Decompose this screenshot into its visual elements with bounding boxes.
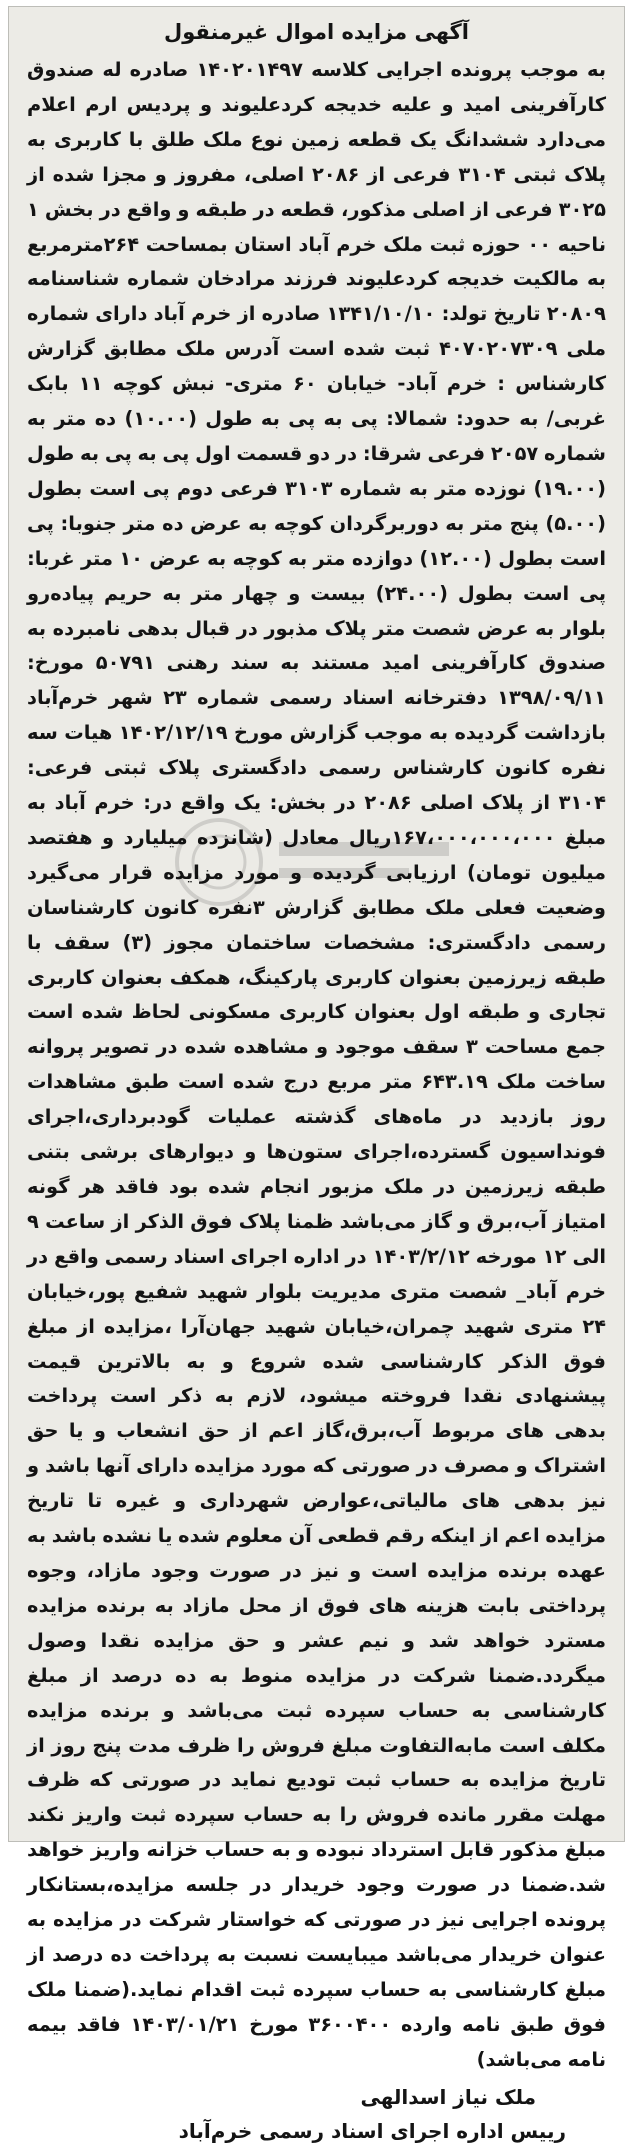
auction-notice xyxy=(9,7,624,2148)
signer-title: رییس اداره اجرای اسناد رسمی خرم‌آباد xyxy=(178,2118,566,2143)
signer-name: ملک نیاز اسدالهی xyxy=(360,2084,536,2109)
notice-title: آگهی مزایده اموال غیرمنقول xyxy=(164,20,469,44)
newspaper-clipping xyxy=(8,6,625,2143)
notice-body: به موجب پرونده اجرایی کلاسه ۱۴۰۲۰۱۴۹۷ صادره له صندوق کارآفرینی امید و علیه خدیجه کردعلیوند و پردیس ارم اعلام می‌دارد ششدانگ یک قطعه زمین نوع ملک طلق با کاربری به پلاک ثبتی ۳۱۰۴ فرعی از ۲۰۸۶ اصلی، مفروز و مجزا شده از ۳۰۲۵ فرعی از اصلی مذکور، قطعه در طبقه و واقع در بخش ۱ ناحیه ۰۰ حوزه ثبت ملک خرم آباد استان بمساحت ۲۶۴مترمربع به مالکیت خدیجه کردعلیوند فرزند مرادخان شماره شناسنامه ۲۰۸۰۹ تاریخ تولد: ۱۳۴۱/۱۰/۱۰ صادره از خرم آباد دارای شماره ملی ۴۰۷۰۲۰۷۳۰۹ ثبت شده است آدرس ملک مطابق گزارش کارشناس : خرم آباد- خیابان ۶۰ متری- نبش کوچه ۱۱ بابک غربی/ به حدود: شمالا: پی به پی به طول (۱۰.۰۰) ده متر به شماره ۲۰۵۷ فرعی شرقا: در دو قسمت اول پی به پی به طول (۱۹.۰۰) نوزده متر به شماره ۳۱۰۳ فرعی دوم پی است بطول (۵.۰۰) پنج متر به دوربرگردان کوچه به عرض ده متر جنوبا: پی است بطول (۱۲.۰۰) دوازده متر به کوچه به عرض ۱۰ متر غربا: پی است بطول (۲۴.۰۰) بیست و چهار متر به حریم پیاده‌رو بلوار به عرض شصت متر پلاک مذبور در قبال بدهی نامبرده به صندوق کارآفرینی امید مستند به سند رهنی ۵۰۷۹۱ مورخ: ۱۳۹۸/۰۹/۱۱ دفترخانه اسناد رسمی شماره ۲۳ شهر خرم‌آباد بازداشت گردیده به موجب گزارش مورخ ۱۴۰۲/۱۲/۱۹ هیات سه نفره کانون کارشناس رسمی دادگستری پلاک ثبتی فرعی: ۳۱۰۴ از پلاک اصلی ۲۰۸۶ در بخش: یک واقع در: خرم آباد به مبلغ ۱۶۷،۰۰۰،۰۰۰،۰۰۰ریال معادل (شانزده میلیارد و هفتصد میلیون تومان) ارزیابی گردیده و مورد مزایده قرار می‌گیرد وضعیت فعلی ملک مطابق گزارش ۳نفره کانون کارشناسان رسمی دادگستری: مشخصات ساختمان مجوز (۳) سقف با طبقه زیرزمین بعنوان کاربری پارکینگ، همکف بعنوان کاربری تجاری و طبقه اول بعنوان کاربری مسکونی لحاظ شده است جمع مساحت ۳ سقف موجود و مشاهده شده در تصویر پروانه ساخت ملک ۶۴۳.۱۹ متر مربع درج شده است طبق مشاهدات روز بازدید در ماه‌های گذشته عملیات گودبرداری،اجرای فونداسیون گسترده،اجرای ستون‌ها و دیوارهای برشی بتنی طبقه زیرزمین در ملک مزبور انجام شده بود فاقد هر گونه امتیاز آب،برق و گاز می‌باشد ظمنا پلاک فوق الذکر از ساعت ۹ الی ۱۲ مورخه ۱۴۰۳/۲/۱۲ در اداره اجرای اسناد رسمی واقع در خرم آباد_ شصت متری مدیریت بلوار شهید شفیع پور،خیابان ۲۴ متری شهید چمران،خیابان شهید جهان‌آرا ،مزایده از مبلغ فوق الذکر کارشناسی شده شروع و به بالاترین قیمت پیشنهادی نقدا فروخته میشود، لازم به ذکر است پرداخت بدهی های مربوط آب،برق،گاز اعم از حق انشعاب و یا حق اشتراک و مصرف در صورتی که مورد مزایده دارای آنها باشد و نیز بدهی های مالیاتی،عوارض شهرداری و غیره تا تاریخ مزایده اعم از اینکه رقم قطعی آن معلوم شده یا نشده باشد به عهده برنده مزایده است و نیز در صورت وجود مازاد، وجوه پرداختی بابت هزینه های فوق از محل مازاد به برنده مزایده مسترد خواهد شد و نیم عشر و حق مزایده نقدا وصول میگردد.ضمنا شرکت در مزایده منوط به ده درصد از مبلغ کارشناسی به حساب سپرده ثبت می‌باشد و برنده مزایده مکلف است مابه‌التفاوت مبلغ فروش را ظرف مدت پنج روز از تاریخ مزایده به حساب ثبت تودیع نماید در صورتی که ظرف مهلت مقرر مانده فروش را به حساب سپرده ثبت واریز نکند مبلغ مذکور قابل استرداد نبوده و به حساب خزانه واریز خواهد شد.ضمنا در صورت وجود خریدار در جلسه مزایده،بستانکار پرونده اجرایی نیز در صورتی که خواستار شرکت در مزایده به عنوان خریدار می‌باشد میبایست نسبت به پرداخت ده درصد از مبلغ کارشناسی به حساب سپرده ثبت اقدام نماید.(ضمنا ملک فوق طبق نامه وارده ۳۶۰۰۴۰۰ مورخ ۱۴۰۳/۰۱/۲۱ فاقد بیمه نامه می‌باشد) xyxy=(27,58,607,2071)
